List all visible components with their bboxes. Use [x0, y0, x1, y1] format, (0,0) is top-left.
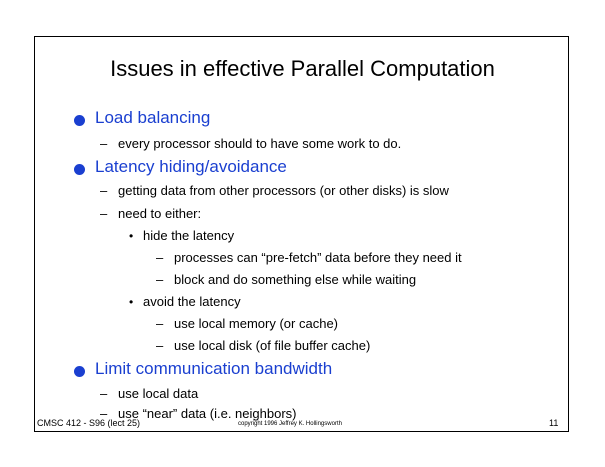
- list-item: – getting data from other processors (or other disks) is slow: [100, 183, 449, 198]
- dash-icon: –: [156, 316, 164, 331]
- list-item: – use local data: [100, 386, 199, 401]
- list-item: – use local memory (or cache): [156, 316, 338, 331]
- list-item: • hide the latency: [129, 228, 235, 243]
- page-number: 11: [549, 418, 559, 428]
- bullet-icon: [74, 164, 85, 175]
- section-heading: Limit communication bandwidth: [95, 359, 333, 378]
- section-heading: Load balancing: [95, 108, 211, 127]
- list-item: – use “near” data (i.e. neighbors): [100, 406, 297, 421]
- list-item: – block and do something else while waiting: [156, 272, 417, 287]
- slide-title: Issues in effective Parallel Computation: [110, 56, 495, 81]
- list-item: – every processor should to have some work to do.: [100, 136, 402, 151]
- footer-copyright: copyright 1996 Jeffrey K. Hollingsworth: [238, 421, 342, 427]
- dash-icon: –: [100, 386, 108, 401]
- dash-icon: –: [100, 206, 108, 221]
- dot-icon: •: [129, 229, 134, 243]
- dash-icon: –: [156, 272, 164, 287]
- bullet-icon: [74, 366, 85, 377]
- dot-icon: •: [129, 295, 134, 309]
- dash-icon: –: [156, 250, 164, 265]
- list-item: • avoid the latency: [129, 294, 241, 309]
- dash-icon: –: [100, 136, 108, 151]
- list-item: – use local disk (of file buffer cache): [156, 338, 371, 353]
- footer-course: CMSC 412 - S96 (lect 25): [37, 418, 141, 428]
- list-item: – processes can “pre-fetch” data before they need it: [156, 250, 462, 265]
- list-item: – need to either:: [100, 206, 202, 221]
- dash-icon: –: [100, 406, 108, 421]
- section-heading: Latency hiding/avoidance: [95, 157, 287, 176]
- dash-icon: –: [156, 338, 164, 353]
- bullet-icon: [74, 115, 85, 126]
- dash-icon: –: [100, 183, 108, 198]
